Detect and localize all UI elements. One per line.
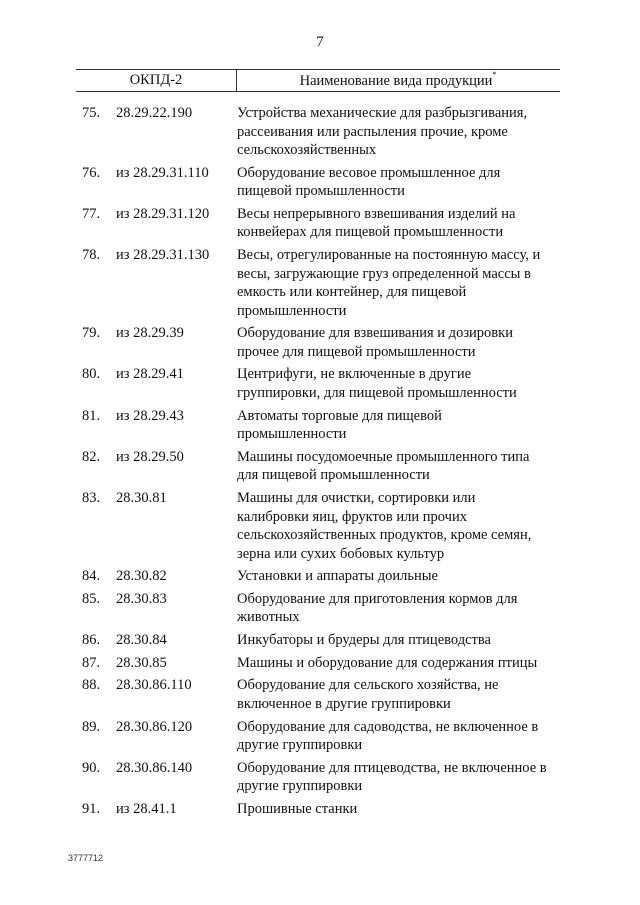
product-name-line: Оборудование для садоводства, не включенное в — [237, 718, 539, 735]
table-row — [0, 654, 640, 673]
row-number: 86. — [82, 632, 101, 649]
row-number: 78. — [82, 247, 101, 264]
header-product-name-text: Наименование вида продукции — [299, 72, 493, 89]
row-number: 75. — [82, 105, 101, 121]
row-number: 79. — [82, 325, 101, 342]
product-name — [237, 448, 567, 485]
page-number: 7 — [316, 34, 324, 50]
okpd-code: из 28.29.50 — [116, 448, 184, 465]
table-header — [76, 69, 560, 92]
okpd-code: 28.30.82 — [116, 568, 167, 585]
table-row — [0, 104, 640, 160]
table-row — [0, 448, 640, 485]
product-name — [237, 631, 567, 650]
product-name — [237, 164, 567, 201]
product-name — [237, 246, 567, 320]
product-name-line: пищевой промышленности — [237, 183, 405, 200]
table-body — [0, 104, 640, 823]
product-name — [237, 800, 567, 819]
product-name — [237, 324, 567, 361]
okpd-code: из 28.29.43 — [116, 407, 184, 424]
product-name-line: Оборудование для приготовления кормов для — [237, 590, 518, 607]
okpd-code: из 28.41.1 — [116, 801, 177, 817]
table-row — [0, 164, 640, 201]
table-row — [0, 365, 640, 402]
product-name-line: Машины и оборудование для содержания птицы — [237, 654, 538, 671]
product-name-line: Оборудование для птицеводства, не включенное в — [237, 759, 547, 776]
product-name-line: промышленности — [237, 302, 347, 319]
product-name-line: Оборудование весовое промышленное для — [237, 164, 501, 181]
product-name-line: Автоматы торговые для пищевой — [237, 407, 442, 424]
okpd-code: 28.30.86.110 — [116, 677, 192, 694]
okpd-code: 28.30.85 — [116, 654, 167, 671]
table-row — [0, 759, 640, 796]
okpd-code: 28.30.83 — [116, 590, 167, 607]
product-name-line: животных — [237, 609, 300, 626]
okpd-code: 28.30.86.140 — [116, 759, 193, 776]
table-row — [0, 205, 640, 242]
table-row — [0, 631, 640, 650]
product-name — [237, 104, 567, 160]
table-row — [0, 489, 640, 563]
table-row — [0, 718, 640, 755]
product-name-line: промышленности — [237, 426, 347, 443]
product-name-line: зерна или сухих бобовых культур — [237, 545, 445, 562]
product-name-line: сельскохозяйственных продуктов, кроме семян, — [237, 527, 532, 543]
product-name — [237, 654, 567, 673]
row-number: 83. — [82, 490, 101, 506]
okpd-code: из 28.29.31.110 — [116, 164, 209, 181]
product-name-line: Весы непрерывного взвешивания изделий на — [237, 205, 516, 222]
row-number: 87. — [82, 654, 101, 671]
product-name-line: рассеивания или распыления прочие, кроме — [237, 123, 508, 140]
product-name-line: Оборудование для сельского хозяйства, не — [237, 677, 499, 694]
okpd-code: из 28.29.39 — [116, 325, 184, 342]
row-number: 84. — [82, 568, 101, 585]
product-name-line: другие группировки — [237, 778, 363, 795]
product-name-line: конвейерах для пищевой промышленности — [237, 224, 504, 241]
table-row — [0, 800, 640, 819]
row-number: 81. — [82, 407, 101, 424]
table-row — [0, 324, 640, 361]
product-name — [237, 407, 567, 444]
product-name — [237, 718, 567, 755]
product-name — [237, 365, 567, 402]
table-row — [0, 590, 640, 627]
product-name — [237, 676, 567, 713]
product-name-line: Оборудование для взвешивания и дозировки — [237, 325, 513, 342]
okpd-code: из 28.29.31.120 — [116, 205, 210, 222]
product-name-line: сельскохозяйственных — [237, 142, 377, 158]
okpd-code: 28.30.84 — [116, 632, 167, 649]
document-code: 3777712 — [68, 853, 104, 863]
product-name — [237, 205, 567, 242]
table-row — [0, 407, 640, 444]
product-name-line: Весы, отрегулированные на постоянную массу, и — [237, 247, 541, 264]
header-product-name — [236, 72, 560, 90]
product-name — [237, 759, 567, 796]
product-name-line: Центрифуги, не включенные в другие — [237, 366, 472, 383]
okpd-code: из 28.29.31.130 — [116, 247, 210, 264]
product-name-line: емкость или контейнер, для пищевой — [237, 284, 467, 301]
product-name-line: Прошивные станки — [237, 801, 358, 817]
product-name — [237, 590, 567, 627]
row-number: 77. — [82, 205, 101, 222]
product-name-line: Машины для очистки, сортировки или — [237, 490, 476, 506]
okpd-code: 28.30.81 — [116, 490, 167, 506]
product-name-line: Инкубаторы и брудеры для птицеводства — [237, 632, 491, 649]
okpd-code: 28.29.22.190 — [116, 105, 193, 121]
product-name-line: Установки и аппараты доильные — [237, 568, 438, 585]
table-row — [0, 246, 640, 320]
product-name-line: Устройства механические для разбрызгивания, — [237, 105, 528, 121]
product-name-line: включенное в другие группировки — [237, 695, 451, 712]
product-name-line: для пищевой промышленности — [237, 467, 430, 484]
product-name-line: прочее для пищевой промышленности — [237, 343, 476, 360]
row-number: 80. — [82, 366, 101, 383]
product-name-line: группировки, для пищевой промышленности — [237, 384, 517, 401]
product-name-line: калибровки яиц, фруктов или прочих — [237, 508, 467, 525]
table-row — [0, 567, 640, 586]
row-number: 88. — [82, 677, 101, 694]
product-name-line: весы, загружающие груз определенной массы в — [237, 265, 531, 282]
table-row — [0, 676, 640, 713]
row-number: 89. — [82, 718, 101, 735]
product-name — [237, 489, 567, 563]
product-name-line: другие группировки — [237, 737, 363, 754]
okpd-code: из 28.29.41 — [116, 366, 184, 383]
row-number: 76. — [82, 164, 101, 181]
row-number: 85. — [82, 590, 101, 607]
product-name — [237, 567, 567, 586]
footnote-mark: * — [492, 70, 497, 79]
okpd-code: 28.30.86.120 — [116, 718, 193, 735]
header-okpd: ОКПД-2 — [129, 72, 183, 88]
product-name-line: Машины посудомоечные промышленного типа — [237, 448, 530, 465]
row-number: 82. — [82, 448, 101, 465]
row-number: 91. — [82, 801, 101, 817]
row-number: 90. — [82, 759, 101, 776]
